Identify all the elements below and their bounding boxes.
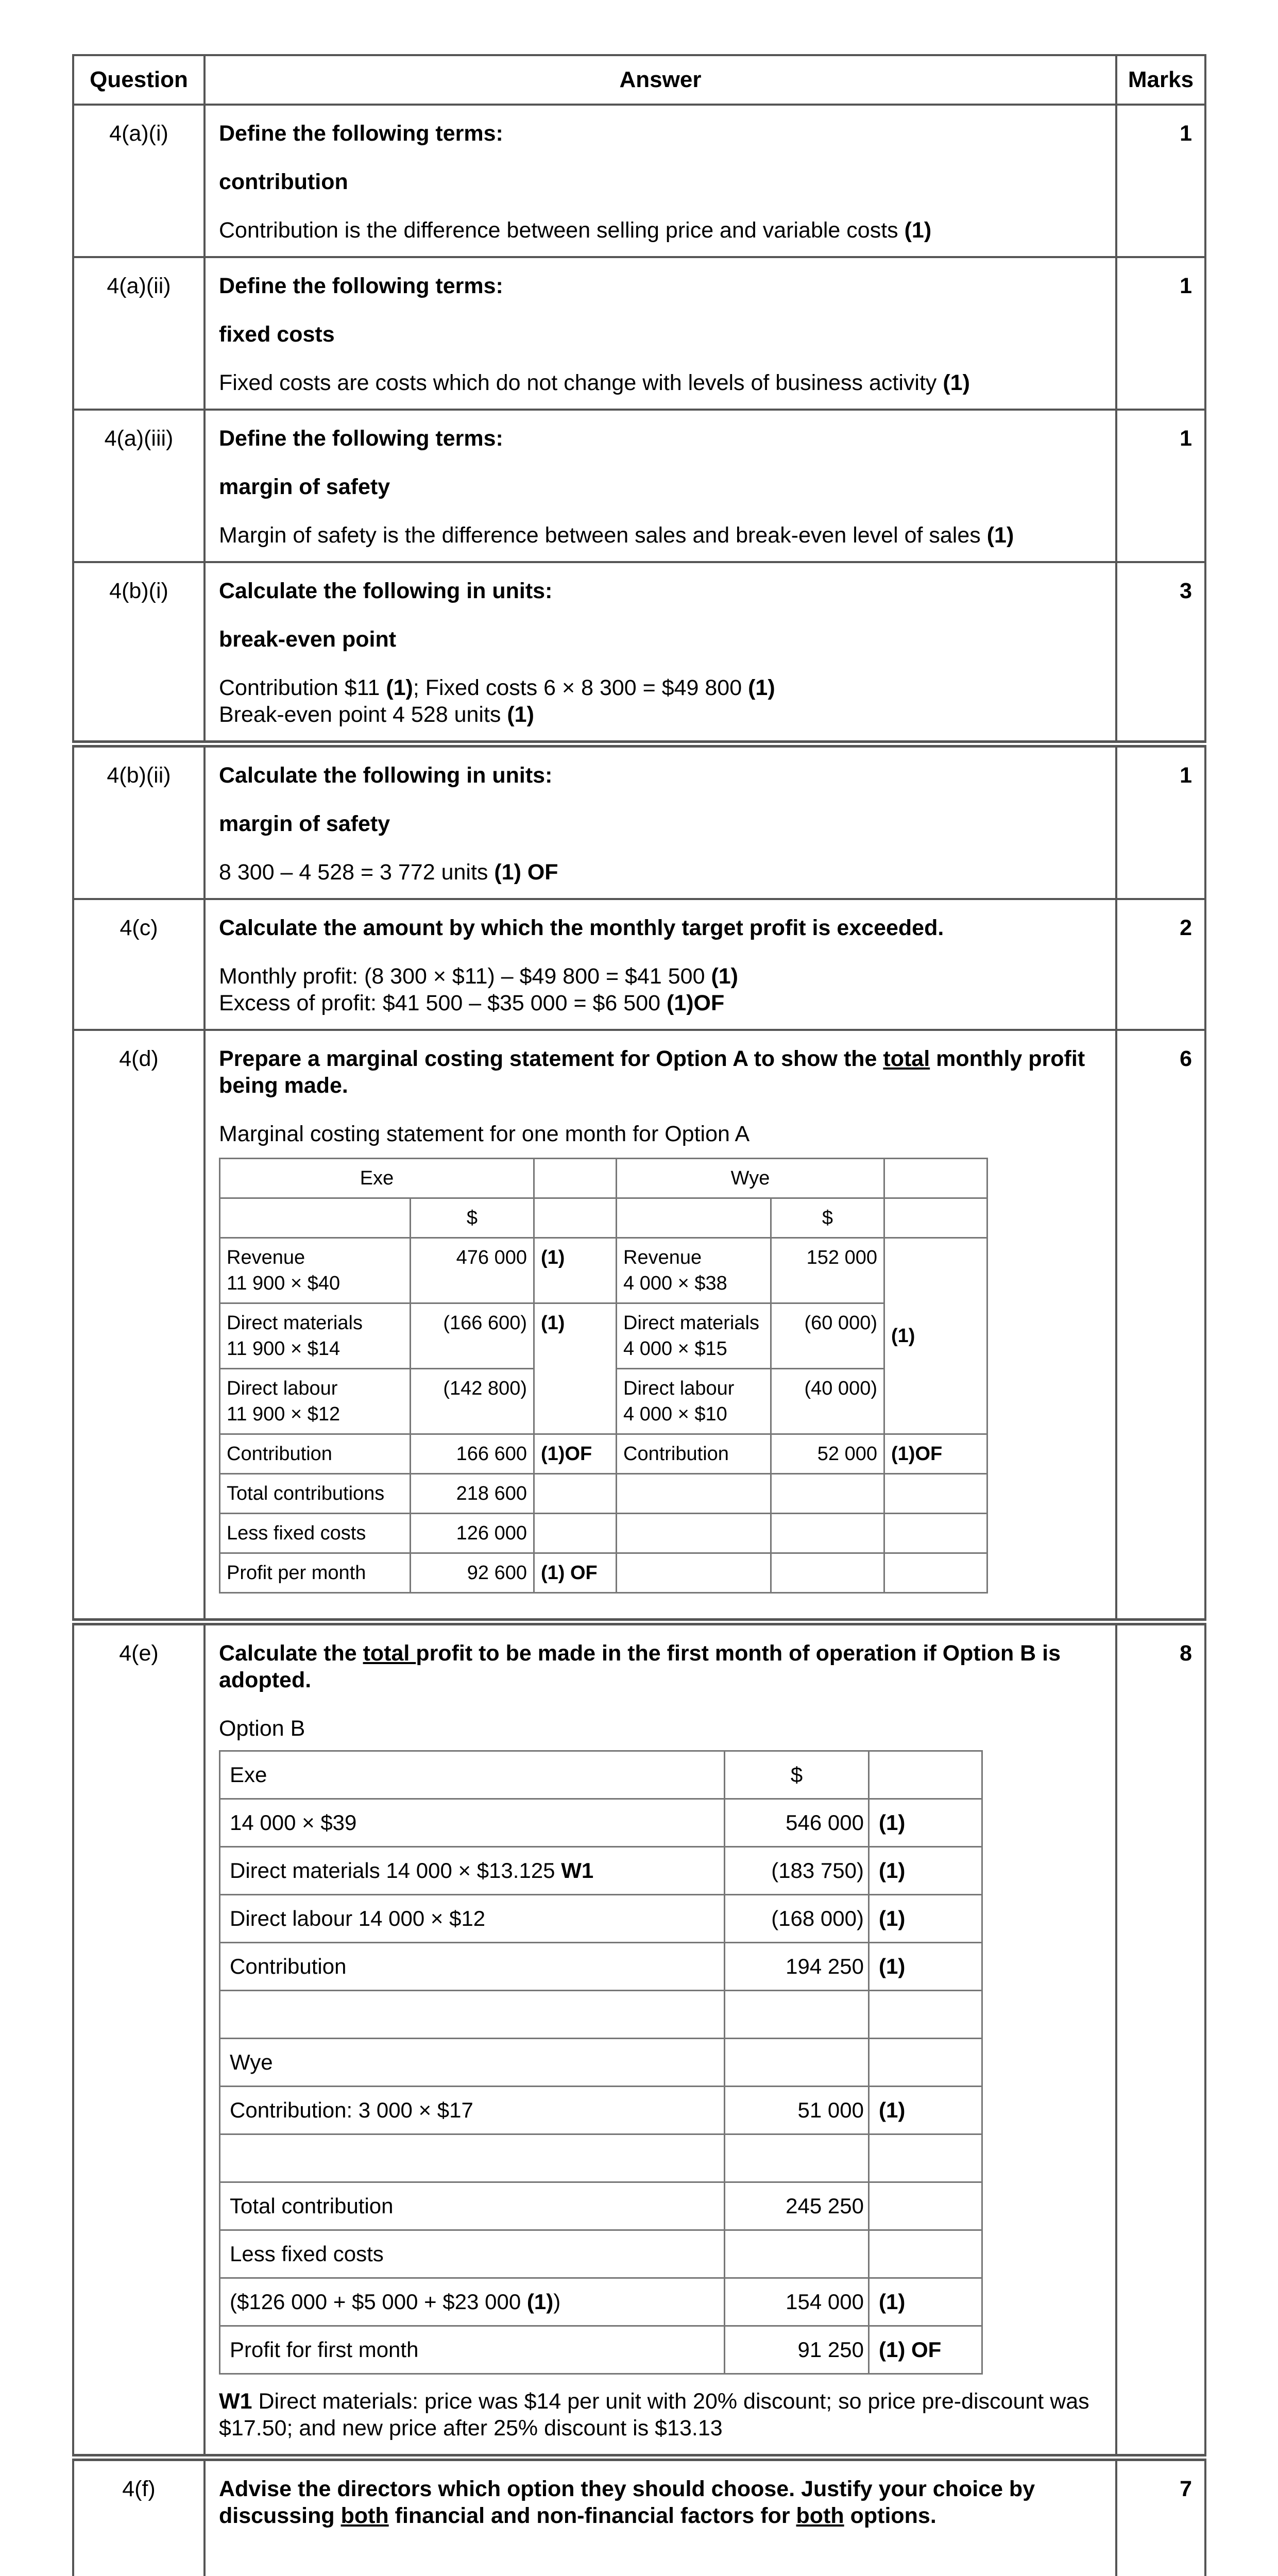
answer-text — [219, 217, 1105, 244]
row-value — [725, 1991, 869, 2039]
answer-cell — [205, 562, 1116, 744]
question-title: Calculate the following in units: — [219, 763, 553, 788]
wye-currency: $ — [771, 1198, 884, 1238]
option-b-row — [220, 2326, 982, 2374]
exe-label — [220, 1303, 411, 1369]
row-mark: (1) — [869, 1943, 982, 1991]
exe-label: Profit per month — [220, 1553, 411, 1593]
term: break-even point — [219, 627, 397, 652]
question-title: Calculate the amount by which the monthly target profit is exceeded. — [219, 916, 944, 940]
answer-body: Margin of safety is the difference between sales and break-even level of sales — [219, 523, 987, 548]
question-title: Calculate the following in units: — [219, 579, 553, 603]
answer-cell — [205, 105, 1116, 257]
label-text: Direct materials 14 000 × $13.125 — [230, 1858, 561, 1883]
exe-label — [220, 1238, 411, 1303]
row-mark — [869, 2230, 982, 2278]
row-4aiii — [73, 410, 1205, 562]
row-mark — [869, 1751, 982, 1799]
label-text: Direct labour 14 000 × $12 — [230, 1906, 486, 1930]
title-part: Calculate the — [219, 1641, 363, 1666]
marks-value: 3 — [1116, 562, 1205, 744]
answer-part: Monthly profit: (8 300 × $11) – $49 800 = $41 500 — [219, 964, 711, 989]
row-value: 245 250 — [725, 2182, 869, 2230]
question-title: Define the following terms: — [219, 426, 503, 451]
row-4f — [73, 2458, 1205, 2576]
row-sublabel: 11 900 × $40 — [227, 1273, 340, 1294]
row-value: (183 750) — [725, 1847, 869, 1895]
title-part: options. — [844, 2503, 936, 2528]
statement-row — [220, 1474, 987, 1514]
row-sublabel: 11 900 × $14 — [227, 1338, 340, 1360]
answer-part: ; Fixed costs 6 × 8 300 = $49 800 — [413, 675, 748, 700]
option-b-row — [220, 1943, 982, 1991]
title-part: monthly profit being made. — [219, 1046, 1085, 1098]
answer-part: Excess of profit: $41 500 – $35 000 = $6 500 — [219, 991, 667, 1015]
answer-text — [219, 522, 1105, 549]
row-value: 154 000 — [725, 2278, 869, 2326]
row-mark — [869, 1991, 982, 2039]
answer-body: Contribution is the difference between selling price and variable costs — [219, 218, 905, 243]
question-header: Question — [73, 55, 205, 105]
question-title — [219, 1640, 1105, 1693]
row-label — [220, 1751, 725, 1799]
empty-cell — [617, 1514, 771, 1553]
mark-label: (1) — [986, 523, 1014, 548]
option-b-body — [220, 1751, 982, 2374]
option-b-intro: Option B — [219, 1716, 305, 1741]
answer-cell — [205, 257, 1116, 410]
row-4e — [73, 1622, 1205, 2458]
row-label: Revenue — [227, 1247, 305, 1268]
question-number: 4(a)(iii) — [73, 410, 205, 562]
mark-label: (1)OF — [667, 991, 725, 1015]
row-value: (168 000) — [725, 1895, 869, 1943]
wye-mark: (1)OF — [884, 1434, 987, 1474]
marks-value: 6 — [1116, 1030, 1205, 1622]
empty-cell — [534, 1514, 617, 1553]
label-text: 14 000 × $39 — [230, 1810, 357, 1835]
option-b-row — [220, 2278, 982, 2326]
row-mark: (1) — [869, 2278, 982, 2326]
option-b-row — [220, 1751, 982, 1799]
question-number: 4(c) — [73, 899, 205, 1030]
answer-part: Contribution $11 — [219, 675, 386, 700]
option-b-row — [220, 1895, 982, 1943]
marks-header: Marks — [1116, 55, 1205, 105]
row-4bii — [73, 744, 1205, 899]
empty-cell — [884, 1159, 987, 1198]
marks-value: 8 — [1116, 1622, 1205, 2458]
title-underlined: total — [363, 1641, 416, 1666]
mark-label: (1) — [748, 675, 775, 700]
row-label: Direct materials — [227, 1312, 363, 1334]
mark-label: (1) — [711, 964, 738, 989]
answer-cell — [205, 2458, 1116, 2576]
marks-value: 1 — [1116, 744, 1205, 899]
empty-cell — [534, 1198, 617, 1238]
row-label — [220, 2039, 725, 2087]
wye-value: 52 000 — [771, 1434, 884, 1474]
exe-mark: (1)OF — [534, 1434, 617, 1474]
row-value — [725, 2134, 869, 2182]
row-label — [220, 1847, 725, 1895]
exe-label: Less fixed costs — [220, 1514, 411, 1553]
row-label — [220, 2230, 725, 2278]
empty-cell — [220, 1198, 411, 1238]
answer-text — [219, 369, 1105, 396]
mark-label: (1) — [904, 218, 932, 243]
marks-value: 7 — [1116, 2458, 1205, 2576]
exe-label — [220, 1369, 411, 1434]
working-label: W1 — [219, 2389, 252, 2414]
label-bold: W1 — [561, 1858, 594, 1883]
exe-value: 92 600 — [411, 1553, 534, 1593]
label-text: Profit for first month — [230, 2337, 419, 2362]
wye-value: 152 000 — [771, 1238, 884, 1303]
row-sublabel: 11 900 × $12 — [227, 1403, 340, 1425]
exe-value: 476 000 — [411, 1238, 534, 1303]
empty-cell — [617, 1474, 771, 1514]
row-value: $ — [725, 1751, 869, 1799]
statement-head-row — [220, 1159, 987, 1198]
wye-value: (60 000) — [771, 1303, 884, 1369]
exe-heading: Exe — [220, 1159, 534, 1198]
term: margin of safety — [219, 811, 390, 836]
row-4c — [73, 899, 1205, 1030]
answer-cell — [205, 744, 1116, 899]
wye-value: (40 000) — [771, 1369, 884, 1434]
row-label — [220, 2326, 725, 2374]
label-text: Exe — [230, 1762, 267, 1787]
title-part: Advise the directors which option they should choose. Justify your choice by discussing — [219, 2477, 1035, 2528]
row-label — [220, 1943, 725, 1991]
marks-value: 1 — [1116, 105, 1205, 257]
empty-cell — [884, 1514, 987, 1553]
row-sublabel: 4 000 × $15 — [623, 1338, 727, 1360]
working-text: Direct materials: price was $14 per unit with 20% discount; so price pre-discount was $17.50; and new price after 25% discount is $13.13 — [219, 2389, 1089, 2441]
row-label: Direct materials — [623, 1312, 759, 1334]
wye-mark: (1) — [884, 1238, 987, 1434]
header-row — [73, 55, 1205, 105]
label-end: ) — [553, 2290, 561, 2314]
answer-cell — [205, 1030, 1116, 1622]
title-underlined: both — [340, 2503, 389, 2528]
question-title — [219, 2476, 1105, 2529]
question-number: 4(f) — [73, 2458, 205, 2576]
option-b-row — [220, 2039, 982, 2087]
working-note — [219, 2388, 1105, 2442]
exe-label: Total contributions — [220, 1474, 411, 1514]
title-part: profit to be made in the first month of operation if Option B is adopted. — [219, 1641, 1061, 1692]
wye-label — [617, 1369, 771, 1434]
label-text: Less fixed costs — [230, 2242, 384, 2266]
option-b-row — [220, 1799, 982, 1847]
row-mark: (1) — [869, 1799, 982, 1847]
row-label — [220, 2182, 725, 2230]
exe-value: (142 800) — [411, 1369, 534, 1434]
row-mark: (1) — [869, 2087, 982, 2134]
empty-cell — [884, 1474, 987, 1514]
answer-body: 8 300 – 4 528 = 3 772 units — [219, 860, 495, 885]
answer-text — [219, 963, 1105, 1016]
term: margin of safety — [219, 474, 390, 499]
row-value: 194 250 — [725, 1943, 869, 1991]
row-value: 51 000 — [725, 2087, 869, 2134]
exe-value: 166 600 — [411, 1434, 534, 1474]
statement-row — [220, 1303, 987, 1369]
answer-part: Break-even point 4 528 units — [219, 702, 507, 727]
statement-row — [220, 1553, 987, 1593]
title-underlined: both — [796, 2503, 844, 2528]
mark-scheme-table — [72, 54, 1206, 2576]
question-title: Define the following terms: — [219, 121, 503, 146]
statement-row — [220, 1514, 987, 1553]
row-sublabel: 4 000 × $38 — [623, 1273, 727, 1294]
exe-mark: (1) — [534, 1238, 617, 1303]
empty-cell — [534, 1159, 617, 1198]
exe-mark: (1) OF — [534, 1553, 617, 1593]
statement-row — [220, 1238, 987, 1303]
label-text: Contribution: 3 000 × $17 — [230, 2098, 473, 2122]
row-sublabel: 4 000 × $10 — [623, 1403, 727, 1425]
option-b-row — [220, 1847, 982, 1895]
answer-cell — [205, 1622, 1116, 2458]
statement-currency-row — [220, 1198, 987, 1238]
row-4bi — [73, 562, 1205, 744]
row-label — [220, 1895, 725, 1943]
row-mark: (1) OF — [869, 2326, 982, 2374]
question-number: 4(d) — [73, 1030, 205, 1622]
empty-cell — [884, 1198, 987, 1238]
row-label: Direct labour — [227, 1378, 338, 1399]
answer-cell — [205, 410, 1116, 562]
row-value — [725, 2039, 869, 2087]
row-label — [220, 2134, 725, 2182]
exe-value: (166 600) — [411, 1303, 534, 1369]
title-underlined: total — [883, 1046, 930, 1071]
marks-value: 1 — [1116, 410, 1205, 562]
empty-cell — [771, 1553, 884, 1593]
wye-heading: Wye — [617, 1159, 884, 1198]
spacer — [219, 2551, 1105, 2576]
statement-row — [220, 1434, 987, 1474]
answer-cell — [205, 899, 1116, 1030]
row-4ai — [73, 105, 1205, 257]
row-value: 91 250 — [725, 2326, 869, 2374]
option-b-row — [220, 2087, 982, 2134]
exe-value: 126 000 — [411, 1514, 534, 1553]
row-label: Revenue — [623, 1247, 702, 1268]
question-number: 4(b)(i) — [73, 562, 205, 744]
row-mark — [869, 2182, 982, 2230]
row-label — [220, 2278, 725, 2326]
question-title: Define the following terms: — [219, 274, 503, 298]
answer-text — [219, 674, 1105, 728]
question-number: 4(e) — [73, 1622, 205, 2458]
label-text: Total contribution — [230, 2194, 394, 2218]
row-mark: (1) — [869, 1895, 982, 1943]
empty-cell — [884, 1553, 987, 1593]
term: fixed costs — [219, 322, 335, 347]
exe-label: Contribution — [220, 1434, 411, 1474]
mark-label: (1) — [943, 370, 970, 395]
mark-label: (1) OF — [494, 860, 558, 885]
exe-mark: (1) — [534, 1303, 617, 1434]
empty-cell — [617, 1553, 771, 1593]
wye-label — [617, 1303, 771, 1369]
option-b-row — [220, 1991, 982, 2039]
empty-cell — [534, 1474, 617, 1514]
mark-scheme-page — [72, 54, 1204, 2576]
row-label — [220, 1991, 725, 2039]
mark-label: (1) — [507, 702, 534, 727]
question-title — [219, 1045, 1105, 1099]
label-text: ($126 000 + $5 000 + $23 000 — [230, 2290, 527, 2314]
row-mark — [869, 2134, 982, 2182]
row-4aii — [73, 257, 1205, 410]
term: contribution — [219, 170, 348, 194]
label-text: Wye — [230, 2050, 273, 2074]
option-b-row — [220, 2230, 982, 2278]
label-text: Contribution — [230, 1954, 347, 1978]
question-number: 4(b)(ii) — [73, 744, 205, 899]
wye-label — [617, 1238, 771, 1303]
marks-value: 2 — [1116, 899, 1205, 1030]
marks-value: 1 — [1116, 257, 1205, 410]
row-value: 546 000 — [725, 1799, 869, 1847]
answer-text — [219, 859, 1105, 886]
row-label — [220, 1799, 725, 1847]
label-bold: (1) — [526, 2290, 554, 2314]
row-value — [725, 2230, 869, 2278]
statement-intro: Marginal costing statement for one month for Option A — [219, 1122, 750, 1146]
exe-currency: $ — [411, 1198, 534, 1238]
title-part: financial and non-financial factors for — [388, 2503, 796, 2528]
row-mark — [869, 2039, 982, 2087]
row-label: Direct labour — [623, 1378, 735, 1399]
option-b-row — [220, 2134, 982, 2182]
empty-cell — [617, 1198, 771, 1238]
empty-cell — [771, 1474, 884, 1514]
row-label — [220, 2087, 725, 2134]
row-4d — [73, 1030, 1205, 1622]
answer-header: Answer — [205, 55, 1116, 105]
question-number: 4(a)(ii) — [73, 257, 205, 410]
question-number: 4(a)(i) — [73, 105, 205, 257]
answer-body: Fixed costs are costs which do not change with levels of business activity — [219, 370, 943, 395]
option-a-statement-table — [219, 1158, 988, 1594]
title-part: Prepare a marginal costing statement for Option A to show the — [219, 1046, 883, 1071]
mark-label: (1) — [386, 675, 413, 700]
wye-label: Contribution — [617, 1434, 771, 1474]
option-b-table — [219, 1750, 983, 2375]
exe-value: 218 600 — [411, 1474, 534, 1514]
option-b-row — [220, 2182, 982, 2230]
empty-cell — [771, 1514, 884, 1553]
row-mark: (1) — [869, 1847, 982, 1895]
